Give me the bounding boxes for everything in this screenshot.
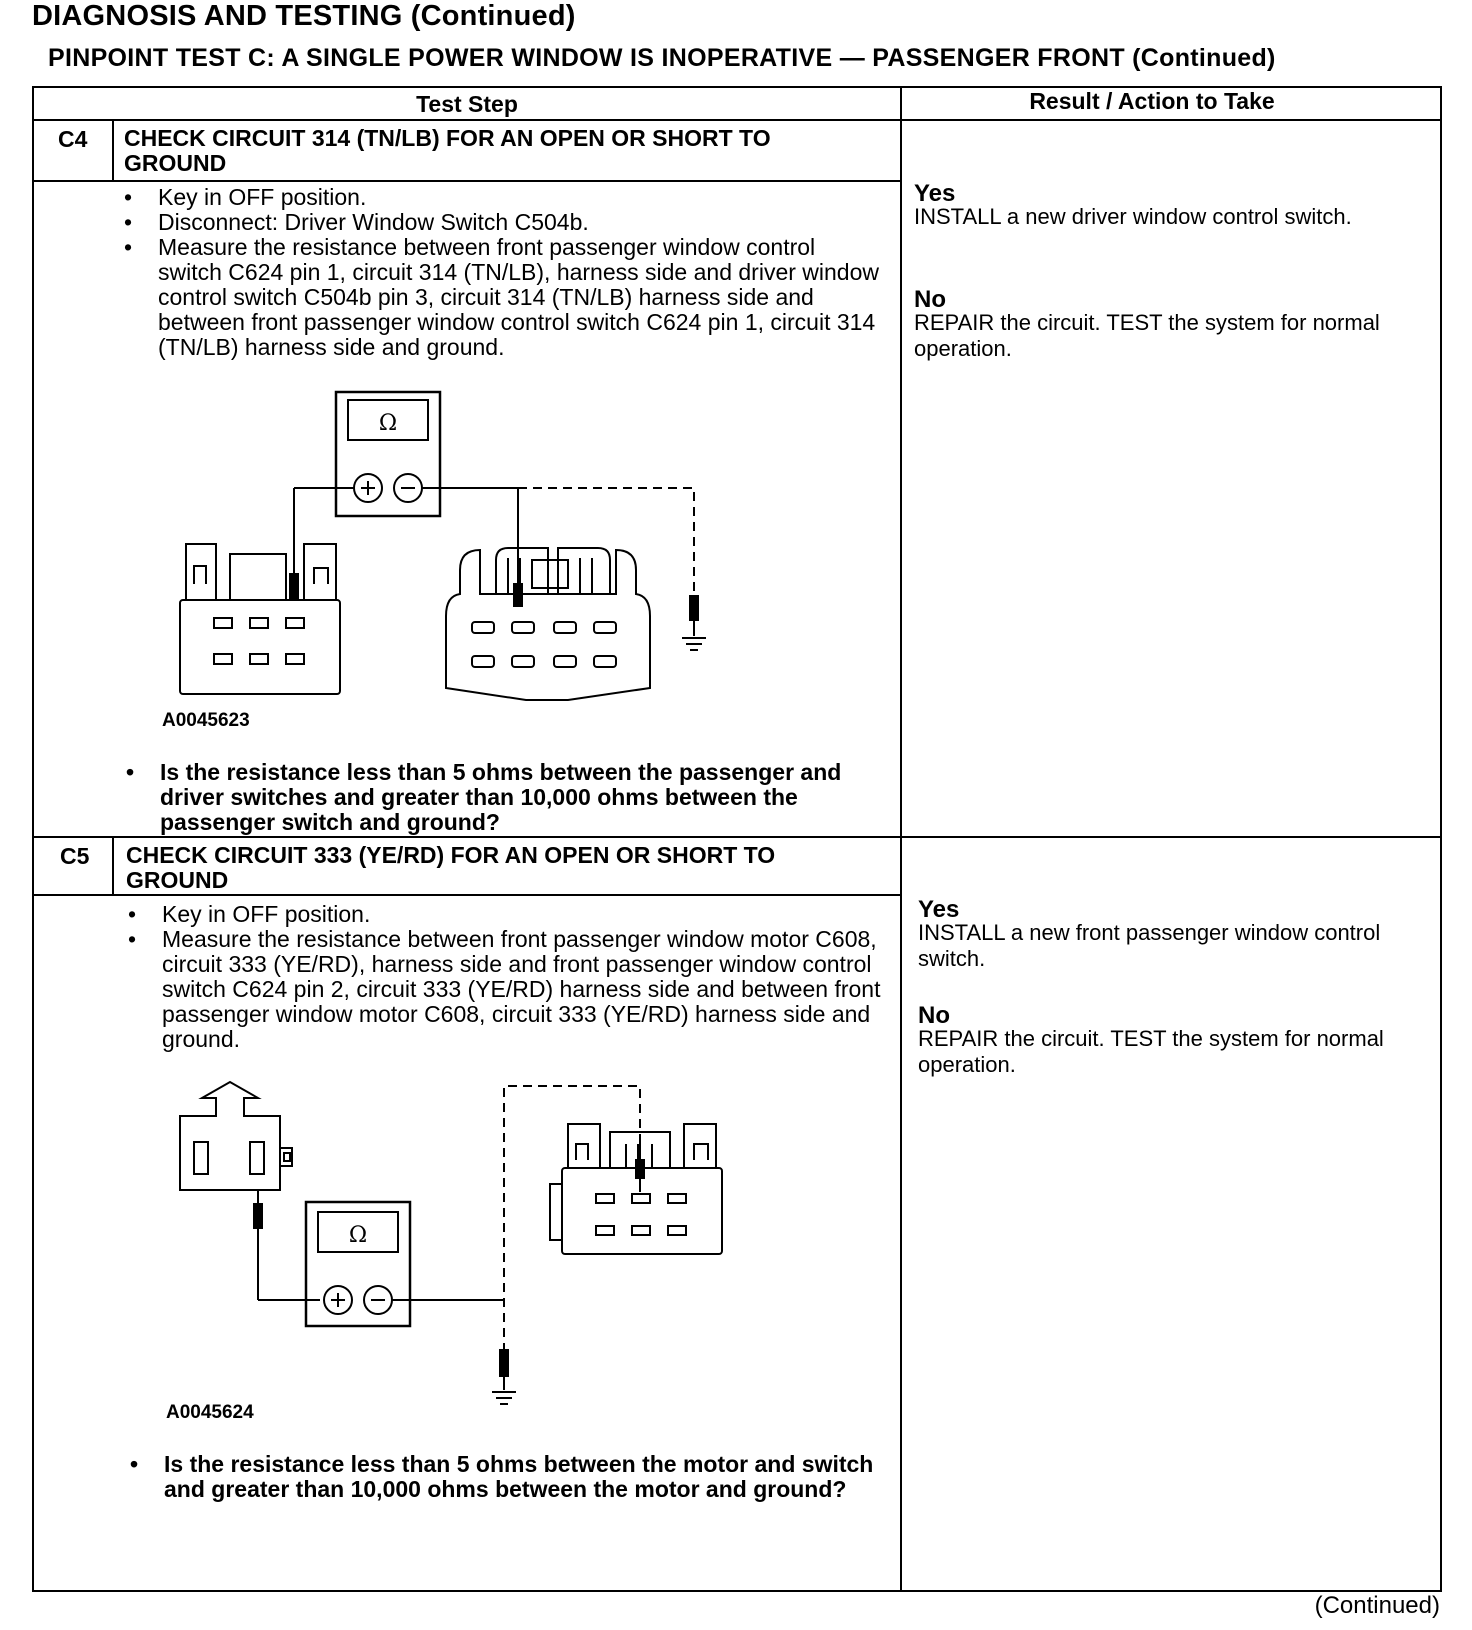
- ohm-symbol: Ω: [348, 1223, 368, 1248]
- c5-instruction: • Measure the resistance between front passenger window motor C608, circuit 333 (YE/RD), harness side and front passenger window control switch C624 pin 2, circuit 333 (YE/RD) harness side and between front passenger window motor C608, circuit 333 (YE/RD) harness side and ground.: [126, 927, 886, 1052]
- c4-question: [124, 760, 884, 835]
- column-divider: [900, 88, 902, 1590]
- ohm-symbol: Ω: [378, 411, 398, 436]
- c5-title-divider: [34, 894, 900, 896]
- c5-question-text: • Is the resistance less than 5 ohms between the motor and switch and greater than 10,000 ohms between the motor and ground?: [128, 1452, 888, 1502]
- c4-title-divider: [34, 180, 900, 182]
- c4-question-text: • Is the resistance less than 5 ohms between the passenger and driver switches and greater than 10,000 ohms between the passenger switch and ground?: [124, 760, 884, 835]
- passenger-switch-connector: [446, 548, 650, 700]
- header-result-action: Result / Action to Take: [1029, 88, 1275, 114]
- c4-yes-action: INSTALL a new driver window control switch.: [914, 204, 1352, 229]
- c4-no-label: No: [914, 286, 946, 313]
- c4-number-divider: [112, 121, 114, 181]
- step-number-c5: C5: [60, 843, 90, 869]
- c5-no-action: REPAIR the circuit. TEST the system for normal operation.: [918, 1026, 1384, 1077]
- step-divider: [34, 836, 1440, 838]
- window-motor-connector: [180, 1082, 292, 1190]
- c5-yes-action: INSTALL a new front passenger window control switch.: [918, 920, 1381, 971]
- step-title-c4: CHECK CIRCUIT 314 (TN/LB) FOR AN OPEN OR SHORT TO GROUND: [124, 125, 771, 176]
- pinpoint-test-table: [32, 86, 1442, 1592]
- c4-ohmmeter-diagram: [164, 388, 724, 718]
- c5-instruction: • Key in OFF position.: [126, 902, 886, 927]
- c5-instructions: [126, 902, 886, 1052]
- c5-ohmmeter-diagram: [164, 1078, 744, 1418]
- step-title-c5: CHECK CIRCUIT 333 (YE/RD) FOR AN OPEN OR SHORT TO GROUND: [126, 842, 776, 893]
- c4-instructions: [122, 185, 882, 360]
- c4-instruction: • Key in OFF position.: [122, 185, 882, 210]
- figure-id-c4: A0045623: [162, 710, 250, 731]
- passenger-switch-connector: [550, 1124, 722, 1254]
- header-test-step: Test Step: [416, 91, 518, 117]
- continued-label: (Continued): [1314, 1592, 1440, 1619]
- c4-yes-label: Yes: [914, 180, 956, 207]
- c4-instruction: • Measure the resistance between front passenger window control switch C624 pin 1, circuit 314 (TN/LB), harness side and driver window control switch C504b pin 3, circuit 314 (TN/LB) harness side and between front passenger window control switch C624 pin 1, circuit 314 (TN/LB) harness side and ground.: [122, 235, 882, 360]
- c5-number-divider: [112, 838, 114, 896]
- ground-lead-dashed: [504, 1086, 640, 1352]
- c5-yes-label: Yes: [918, 896, 960, 923]
- c4-no-action: REPAIR the circuit. TEST the system for normal operation.: [914, 310, 1380, 361]
- header-divider: [34, 119, 1440, 121]
- c5-no-label: No: [918, 1002, 950, 1029]
- ohmmeter-body: [306, 1202, 410, 1326]
- pinpoint-test-title: PINPOINT TEST C: A SINGLE POWER WINDOW IS INOPERATIVE — PASSENGER FRONT (Continued): [48, 44, 1276, 72]
- section-title: DIAGNOSIS AND TESTING (Continued): [32, 0, 576, 32]
- step-number-c4: C4: [58, 126, 88, 152]
- c5-question: [128, 1452, 888, 1502]
- figure-id-c5: A0045624: [166, 1402, 254, 1423]
- driver-switch-connector: [180, 544, 340, 694]
- ground-lead-dashed: [518, 488, 694, 598]
- c4-instruction: • Disconnect: Driver Window Switch C504b.: [122, 210, 882, 235]
